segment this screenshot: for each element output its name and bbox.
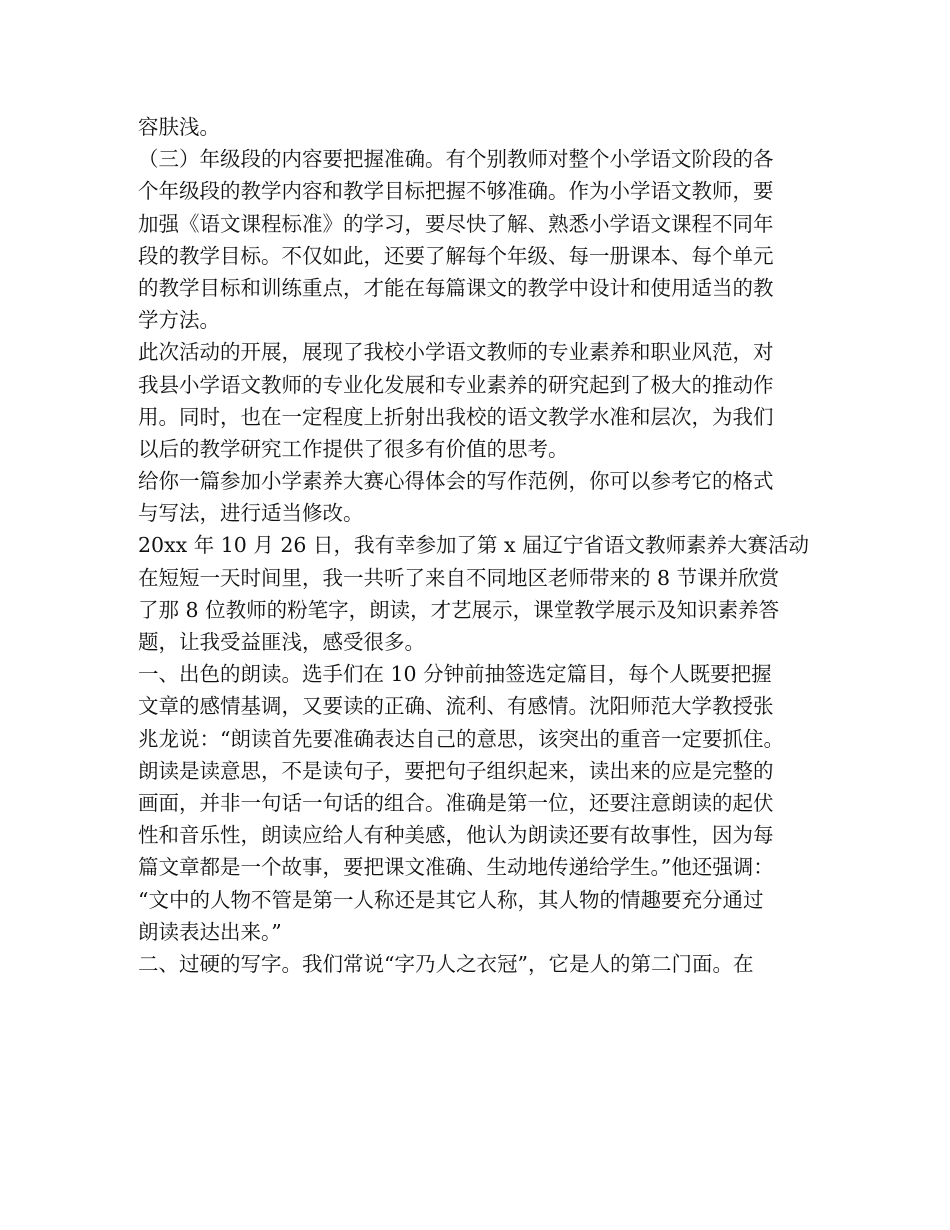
text-line: 兆龙说：“朗读首先要准确表达自己的意思，该突出的重音一定要抓住。 [138, 726, 784, 751]
text-line: 给你一篇参加小学素养大赛心得体会的写作范例，你可以参考它的格式 [138, 469, 774, 494]
text-line: 了那 8 位教师的粉笔字，朗读，才艺展示，课堂教学展示及知识素养答 [138, 597, 780, 622]
text-line: 画面，并非一句话一句话的组合。准确是第一位，还要注意朗读的起伏 [138, 790, 774, 815]
text-line: 此次活动的开展，展现了我校小学语文教师的专业素养和职业风范，对 [138, 340, 774, 365]
text-line: 一、出色的朗读。选手们在 10 分钟前抽签选定篇目，每个人既要把握 [138, 662, 772, 687]
text-line: 二、过硬的写字。我们常说“字乃人之衣冠”，它是人的第二门面。在 [138, 951, 754, 976]
text-line: 篇文章都是一个故事，要把课文准确、生动地传递给学生。”他还强调： [138, 855, 774, 880]
text-line: 学方法。 [138, 308, 220, 333]
text-line: 20xx 年 10 月 26 日，我有幸参加了第 x 届辽宁省语文教师素养大赛活动 [138, 533, 810, 558]
text-line: 与写法，进行适当修改。 [138, 501, 364, 526]
text-line: 我县小学语文教师的专业化发展和专业素养的研究起到了极大的推动作 [138, 372, 774, 397]
text-line: 以后的教学研究工作提供了很多有价值的思考。 [138, 436, 569, 461]
text-line: 个年级段的教学内容和教学目标把握不够准确。作为小学语文教师，要 [138, 179, 774, 204]
text-line: 加强《语文课程标准》的学习，要尽快了解、熟悉小学语文课程不同年 [138, 211, 774, 236]
document-body [138, 111, 828, 980]
text-line: 在短短一天时间里，我一共听了来自不同地区老师带来的 8 节课并欣赏 [138, 565, 780, 590]
text-line: 题，让我受益匪浅，感受很多。 [138, 630, 425, 654]
text-line: 用。同时，也在一定程度上折射出我校的语文教学水准和层次，为我们 [138, 404, 774, 429]
text-line: 的教学目标和训练重点，才能在每篇课文的教学中设计和使用适当的教 [138, 275, 774, 300]
text-line: （三）年级段的内容要把握准确。有个别教师对整个小学语文阶段的各 [138, 147, 774, 172]
text-line: 段的教学目标。不仅如此，还要了解每个年级、每一册课本、每个单元 [138, 243, 774, 268]
text-line: “文中的人物不管是第一人称还是其它人称，其人物的情趣要充分通过 [138, 887, 764, 912]
text-line: 容肤浅。 [138, 115, 220, 139]
text-line: 性和音乐性，朗读应给人有种美感，他认为朗读还要有故事性，因为每 [138, 823, 774, 848]
text-line: 朗读是读意思，不是读句子，要把句子组织起来，读出来的应是完整的 [138, 758, 774, 783]
text-line: 文章的感情基调，又要读的正确、流利、有感情。沈阳师范大学教授张 [138, 694, 774, 719]
text-line: 朗读表达出来。” [138, 919, 282, 944]
